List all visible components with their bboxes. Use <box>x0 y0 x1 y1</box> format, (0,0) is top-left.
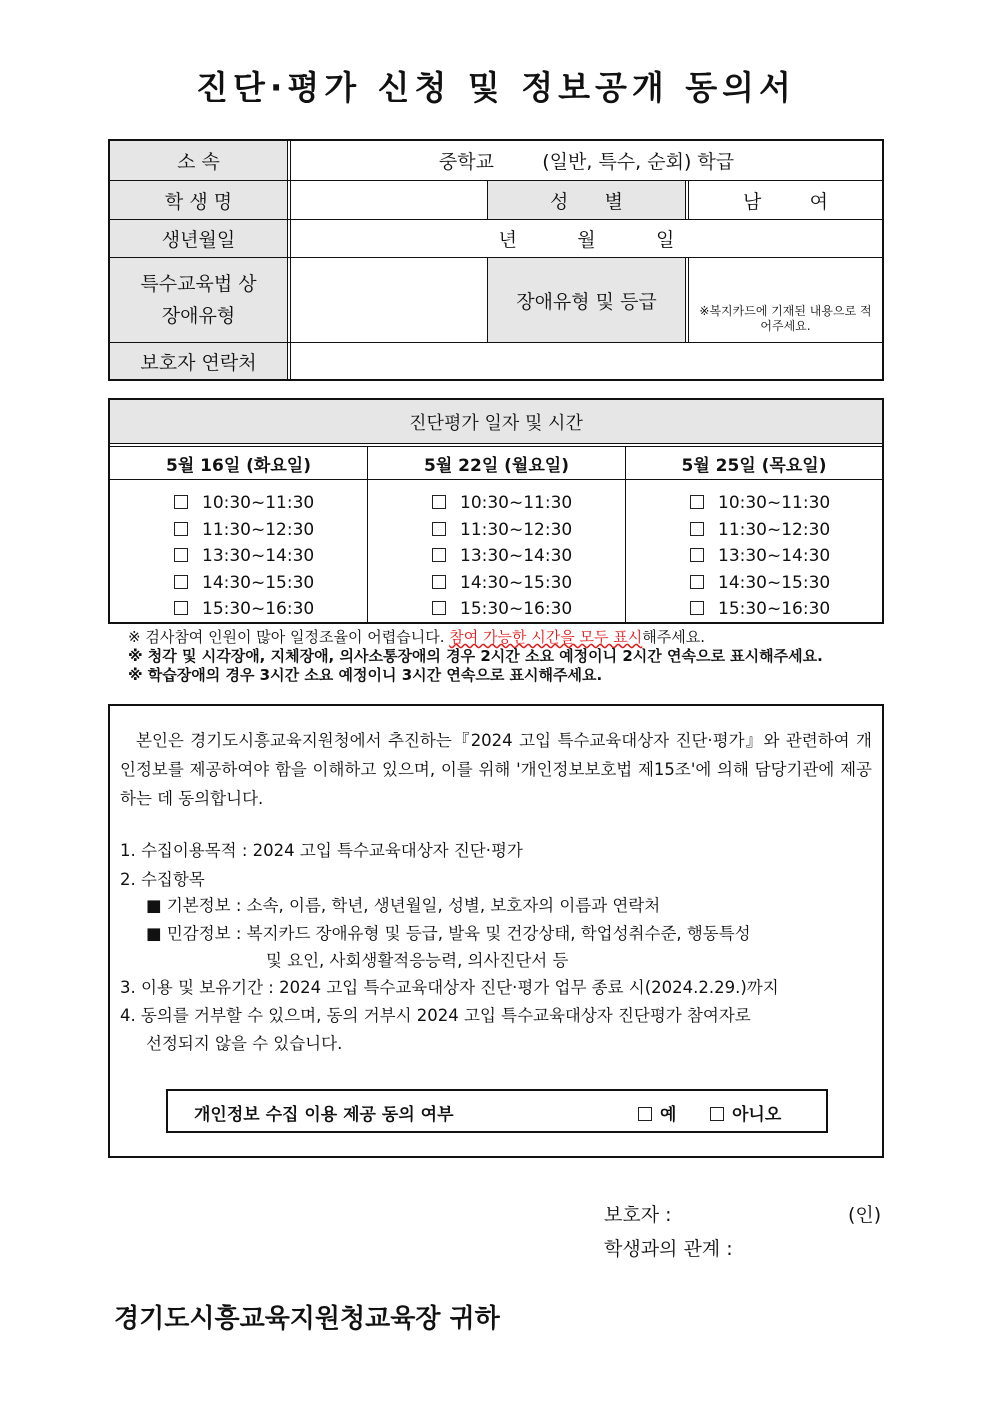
birthdate-label: 생년월일 <box>110 220 287 257</box>
checkbox-icon[interactable] <box>690 601 704 615</box>
guardian-contact-label: 보호자 연락처 <box>110 343 287 379</box>
day-header-3: 5월 25일 (목요일) <box>681 455 827 476</box>
guardian-signature-label: 보호자 : <box>604 1204 672 1226</box>
checkbox-icon[interactable] <box>432 601 446 615</box>
time-slot[interactable]: 15:30~16:30 <box>110 596 367 623</box>
day-slots-2 <box>368 484 625 623</box>
agree-no-option[interactable]: 아니오 <box>710 1100 781 1125</box>
time-slot[interactable]: 14:30~15:30 <box>110 570 367 597</box>
agree-label: 개인정보 수집 이용 제공 동의 여부 <box>194 1105 454 1125</box>
checkbox-icon[interactable] <box>690 522 704 536</box>
time-slot[interactable]: 10:30~11:30 <box>110 490 367 517</box>
special-ed-label-line1: 특수교육법 상 <box>140 273 257 295</box>
consent-item-2a: ■ 기본정보 : 소속, 이름, 학년, 생년월일, 성별, 보호자의 이름과 연락처 <box>146 896 661 915</box>
guardian-contact-field[interactable] <box>291 343 882 379</box>
note-1: ※ 검사참여 인원이 많아 일정조율이 어렵습니다. 참여 가능한 시간을 모두 표시해주세요. <box>128 628 705 646</box>
time-slot[interactable]: 15:30~16:30 <box>368 596 625 623</box>
consent-item-1: 1. 수집이용목적 : 2024 고입 특수교육대상자 진단·평가 <box>120 841 523 860</box>
time-slot[interactable]: 11:30~12:30 <box>110 517 367 544</box>
time-slot[interactable]: 13:30~14:30 <box>110 543 367 570</box>
checkbox-icon[interactable] <box>174 522 188 536</box>
checkbox-icon[interactable] <box>690 548 704 562</box>
relation-label: 학생과의 관계 : <box>604 1238 733 1260</box>
special-ed-label <box>110 258 287 342</box>
seal-mark: (인) <box>848 1204 882 1226</box>
checkbox-icon[interactable] <box>638 1107 652 1121</box>
consent-item-2b: ■ 민감정보 : 복지카드 장애유형 및 등급, 발육 및 건강상태, 학업성취수준, 행동특성 <box>146 924 751 943</box>
consent-agree-box <box>166 1089 828 1133</box>
note-2: ※ 청각 및 시각장애, 지체장애, 의사소통장애의 경우 2시간 소요 예정이니 2시간 연속으로 표시해주세요. <box>128 647 823 665</box>
student-name-label: 학 생 명 <box>110 181 287 219</box>
consent-intro: 본인은 경기도시흥교육지원청에서 추진하는『2024 고입 특수교육대상자 진단·평가』와 관련하여 개인정보를 제공하여야 함을 이해하고 있으며, 이를 위해 '개인정보보호법 제15조'에 의해 담당기관에 제공하는 데 동의합니다. <box>120 731 872 808</box>
student-name-field[interactable] <box>291 181 487 219</box>
time-slot[interactable]: 11:30~12:30 <box>626 517 882 544</box>
note-1-highlight: 참여 가능한 시간을 모두 표시 <box>449 628 643 646</box>
consent-box <box>108 704 884 1158</box>
checkbox-icon[interactable] <box>174 601 188 615</box>
checkbox-icon[interactable] <box>690 495 704 509</box>
affiliation-label: 소 속 <box>110 141 287 180</box>
checkbox-icon[interactable] <box>432 548 446 562</box>
checkbox-icon[interactable] <box>174 548 188 562</box>
checkbox-icon[interactable] <box>710 1107 724 1121</box>
checkbox-icon[interactable] <box>432 575 446 589</box>
birthdate-field[interactable]: 년 월 일 <box>498 229 675 251</box>
consent-item-2: 2. 수집항목 <box>120 870 205 889</box>
checkbox-icon[interactable] <box>174 575 188 589</box>
disability-note: ※복지카드에 기재된 내용으로 적어주세요. <box>699 304 872 333</box>
note-3: ※ 학습장애의 경우 3시간 소요 예정이니 3시간 연속으로 표시해주세요. <box>128 666 603 684</box>
time-slot[interactable]: 10:30~11:30 <box>626 490 882 517</box>
affiliation-field[interactable]: 중학교 (일반, 특수, 순회) 학급 <box>438 151 735 173</box>
day-header-1: 5월 16일 (화요일) <box>166 455 311 476</box>
consent-item-2b-cont: 및 요인, 사회생활적응능력, 의사진단서 등 <box>266 951 569 970</box>
time-slot[interactable]: 15:30~16:30 <box>626 596 882 623</box>
document-footer: 경기도시흥교육지원청교육장 귀하 <box>114 1304 500 1334</box>
special-ed-field[interactable] <box>291 258 487 342</box>
gender-field[interactable]: 남 여 <box>742 190 829 213</box>
agree-yes-option[interactable]: 예 <box>638 1100 676 1125</box>
student-info-table <box>108 139 884 381</box>
day-slots-1 <box>110 484 367 623</box>
document-title: 진단·평가 신청 및 정보공개 동의서 <box>196 68 796 107</box>
time-slot[interactable]: 13:30~14:30 <box>626 543 882 570</box>
checkbox-icon[interactable] <box>690 575 704 589</box>
consent-item-4-cont: 선정되지 않을 수 있습니다. <box>146 1034 343 1053</box>
time-slot[interactable]: 14:30~15:30 <box>368 570 625 597</box>
schedule-notes <box>128 628 823 685</box>
schedule-table <box>108 398 884 624</box>
time-slot[interactable]: 14:30~15:30 <box>626 570 882 597</box>
day-slots-3 <box>626 484 882 623</box>
consent-item-4: 4. 동의를 거부할 수 있으며, 동의 거부시 2024 고입 특수교육대상자 진단평가 참여자로 <box>120 1006 751 1025</box>
gender-label: 성 별 <box>488 181 685 219</box>
time-slot[interactable]: 13:30~14:30 <box>368 543 625 570</box>
checkbox-icon[interactable] <box>432 522 446 536</box>
checkbox-icon[interactable] <box>174 495 188 509</box>
checkbox-icon[interactable] <box>432 495 446 509</box>
special-ed-label-line2: 장애유형 <box>161 305 236 327</box>
time-slot[interactable]: 11:30~12:30 <box>368 517 625 544</box>
time-slot[interactable]: 10:30~11:30 <box>368 490 625 517</box>
consent-item-3: 3. 이용 및 보유기간 : 2024 고입 특수교육대상자 진단·평가 업무 종료 시(2024.2.29.)까지 <box>120 978 779 997</box>
schedule-header: 진단평가 일자 및 시간 <box>110 400 882 443</box>
disability-label: 장애유형 및 등급 <box>488 258 685 342</box>
day-header-2: 5월 22일 (월요일) <box>424 455 569 476</box>
disability-field[interactable] <box>689 258 882 342</box>
